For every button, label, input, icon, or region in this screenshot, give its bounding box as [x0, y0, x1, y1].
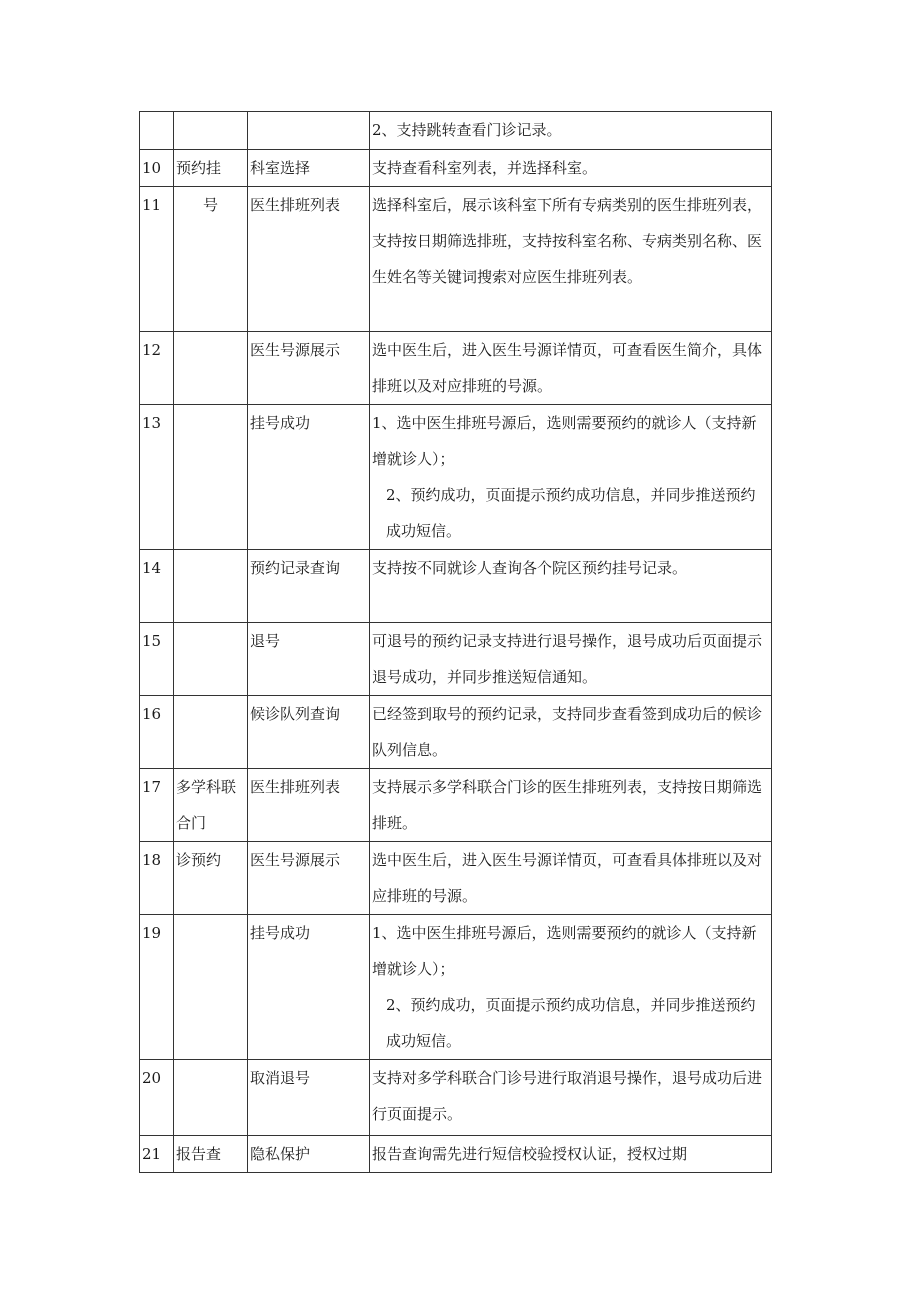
- feature-name: 隐私保护: [248, 1136, 370, 1173]
- feature-description: 支持对多学科联合门诊号进行取消退号操作，退号成功后进行页面提示。: [370, 1060, 772, 1136]
- table-row: [140, 112, 772, 150]
- table-row: [140, 1136, 772, 1173]
- feature-name: 挂号成功: [248, 405, 370, 550]
- feature-name: 取消退号: [248, 1060, 370, 1136]
- row-number: [140, 112, 174, 150]
- table-row: [140, 187, 772, 332]
- feature-description: 选择科室后，展示该科室下所有专病类别的医生排班列表，支持按日期筛选排班，支持按科室名称、专病类别名称、医生姓名等关键词搜索对应医生排班列表。: [370, 187, 772, 332]
- module-name: 诊预约: [174, 842, 248, 915]
- table-row: [140, 769, 772, 842]
- module-name: [174, 332, 248, 405]
- row-number: 15: [140, 623, 174, 696]
- feature-description: 可退号的预约记录支持进行退号操作，退号成功后页面提示退号成功，并同步推送短信通知。: [370, 623, 772, 696]
- table-row: [140, 842, 772, 915]
- module-name: [174, 550, 248, 623]
- feature-name: 预约记录查询: [248, 550, 370, 623]
- module-name: [174, 405, 248, 550]
- row-number: 17: [140, 769, 174, 842]
- row-number: 19: [140, 915, 174, 1060]
- row-number: 13: [140, 405, 174, 550]
- feature-name: 医生号源展示: [248, 332, 370, 405]
- row-number: 20: [140, 1060, 174, 1136]
- feature-description: 支持按不同就诊人查询各个院区预约挂号记录。: [370, 550, 772, 623]
- table-row: [140, 405, 772, 550]
- table-row: [140, 150, 772, 187]
- module-name: [174, 915, 248, 1060]
- module-name: 多学科联合门: [174, 769, 248, 842]
- feature-description: 已经签到取号的预约记录，支持同步查看签到成功后的候诊队列信息。: [370, 696, 772, 769]
- feature-name: 医生排班列表: [248, 769, 370, 842]
- feature-name: [248, 112, 370, 150]
- module-name: [174, 1060, 248, 1136]
- table-row: [140, 550, 772, 623]
- module-name: 报告查: [174, 1136, 248, 1173]
- feature-name: 候诊队列查询: [248, 696, 370, 769]
- module-name: 号: [174, 187, 248, 332]
- feature-description: 选中医生后，进入医生号源详情页，可查看医生简介，具体排班以及对应排班的号源。: [370, 332, 772, 405]
- module-name: [174, 112, 248, 150]
- feature-description: 1、选中医生排班号源后，选则需要预约的就诊人（支持新增就诊人）； 2、预约成功，页面提示预约成功信息，并同步推送预约成功短信。: [370, 405, 772, 550]
- feature-description: 支持展示多学科联合门诊的医生排班列表，支持按日期筛选排班。: [370, 769, 772, 842]
- row-number: 10: [140, 150, 174, 187]
- feature-description: 1、选中医生排班号源后，选则需要预约的就诊人（支持新增就诊人）； 2、预约成功，页面提示预约成功信息，并同步推送预约成功短信。: [370, 915, 772, 1060]
- module-name: [174, 696, 248, 769]
- feature-name: 医生排班列表: [248, 187, 370, 332]
- table-row: [140, 623, 772, 696]
- requirements-table: [139, 111, 772, 1173]
- feature-name: 科室选择: [248, 150, 370, 187]
- table-row: [140, 696, 772, 769]
- row-number: 14: [140, 550, 174, 623]
- feature-description: 支持查看科室列表，并选择科室。: [370, 150, 772, 187]
- feature-name: 挂号成功: [248, 915, 370, 1060]
- row-number: 16: [140, 696, 174, 769]
- feature-description: 报告查询需先进行短信校验授权认证，授权过期: [370, 1136, 772, 1173]
- table-row: [140, 332, 772, 405]
- table-row: [140, 1060, 772, 1136]
- row-number: 18: [140, 842, 174, 915]
- feature-description: 选中医生后，进入医生号源详情页，可查看具体排班以及对应排班的号源。: [370, 842, 772, 915]
- feature-name: 退号: [248, 623, 370, 696]
- row-number: 21: [140, 1136, 174, 1173]
- row-number: 11: [140, 187, 174, 332]
- feature-description: 2、支持跳转查看门诊记录。: [370, 112, 772, 150]
- row-number: 12: [140, 332, 174, 405]
- feature-name: 医生号源展示: [248, 842, 370, 915]
- table-row: [140, 915, 772, 1060]
- module-name: 预约挂: [174, 150, 248, 187]
- module-name: [174, 623, 248, 696]
